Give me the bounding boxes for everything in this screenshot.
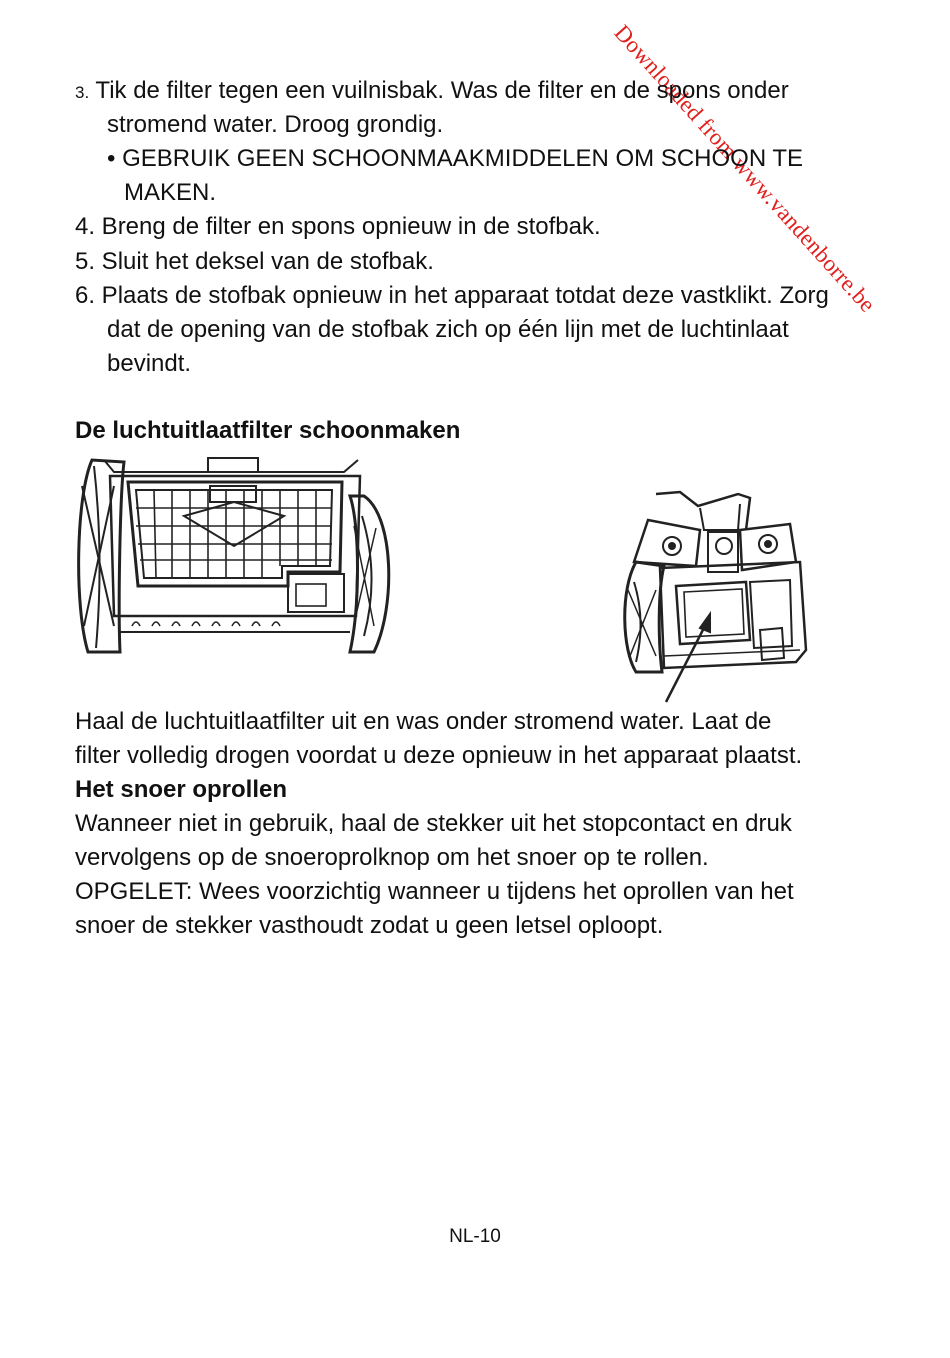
cord-text-1: Wanneer niet in gebruik, haal de stekker uit het stopcontact en druk <box>75 810 792 837</box>
step-6-cont: dat de opening van de stofbak zich op één lijn met de luchtinlaat <box>107 316 789 343</box>
exhaust-filter-text-1: Haal de luchtuitlaatfilter uit en was onder stromend water. Laat de <box>75 708 772 735</box>
step-3-text: Tik de filter tegen een vuilnisbak. Was de filter en de spons onder <box>95 77 789 104</box>
warning-bullet-cont: MAKEN. <box>124 179 217 206</box>
cord-warning-1: OPGELET: Wees voorzichtig wanneer u tijdens het oprollen van het <box>75 878 794 905</box>
warning-bullet: • GEBRUIK GEEN SCHOONMAAKMIDDELEN OM SCHOON TE <box>107 145 804 172</box>
step-5: 5. Sluit het deksel van de stofbak. <box>75 248 434 275</box>
step-6: 6. Plaats de stofbak opnieuw in het apparaat totdat deze vastklikt. Zorg <box>75 282 829 309</box>
page-number: NL-10 <box>449 1226 501 1247</box>
watermark: Downloaded from www.vandenborre.be <box>609 20 881 317</box>
step-4: 4. Breng de filter en spons opnieuw in de stofbak. <box>75 213 601 240</box>
section-heading-exhaust-filter: De luchtuitlaatfilter schoonmaken <box>75 417 461 444</box>
section-heading-cord-rewind: Het snoer oprollen <box>75 776 288 803</box>
step-6-cont2: bevindt. <box>107 350 192 377</box>
cord-text-2: vervolgens op de snoeroprolknop om het snoer op te rollen. <box>75 844 709 871</box>
step-3 <box>75 74 789 110</box>
step-3-cont: stromend water. Droog grondig. <box>107 111 444 138</box>
exhaust-filter-text-2: filter volledig drogen voordat u deze opnieuw in het apparaat plaatst. <box>75 742 803 769</box>
step-3-number: 3. <box>75 83 90 102</box>
vacuum-rear-illustration <box>74 456 404 662</box>
cord-warning-2: snoer de stekker vasthoudt zodat u geen letsel oploopt. <box>75 912 664 939</box>
vacuum-side-illustration <box>620 490 808 704</box>
